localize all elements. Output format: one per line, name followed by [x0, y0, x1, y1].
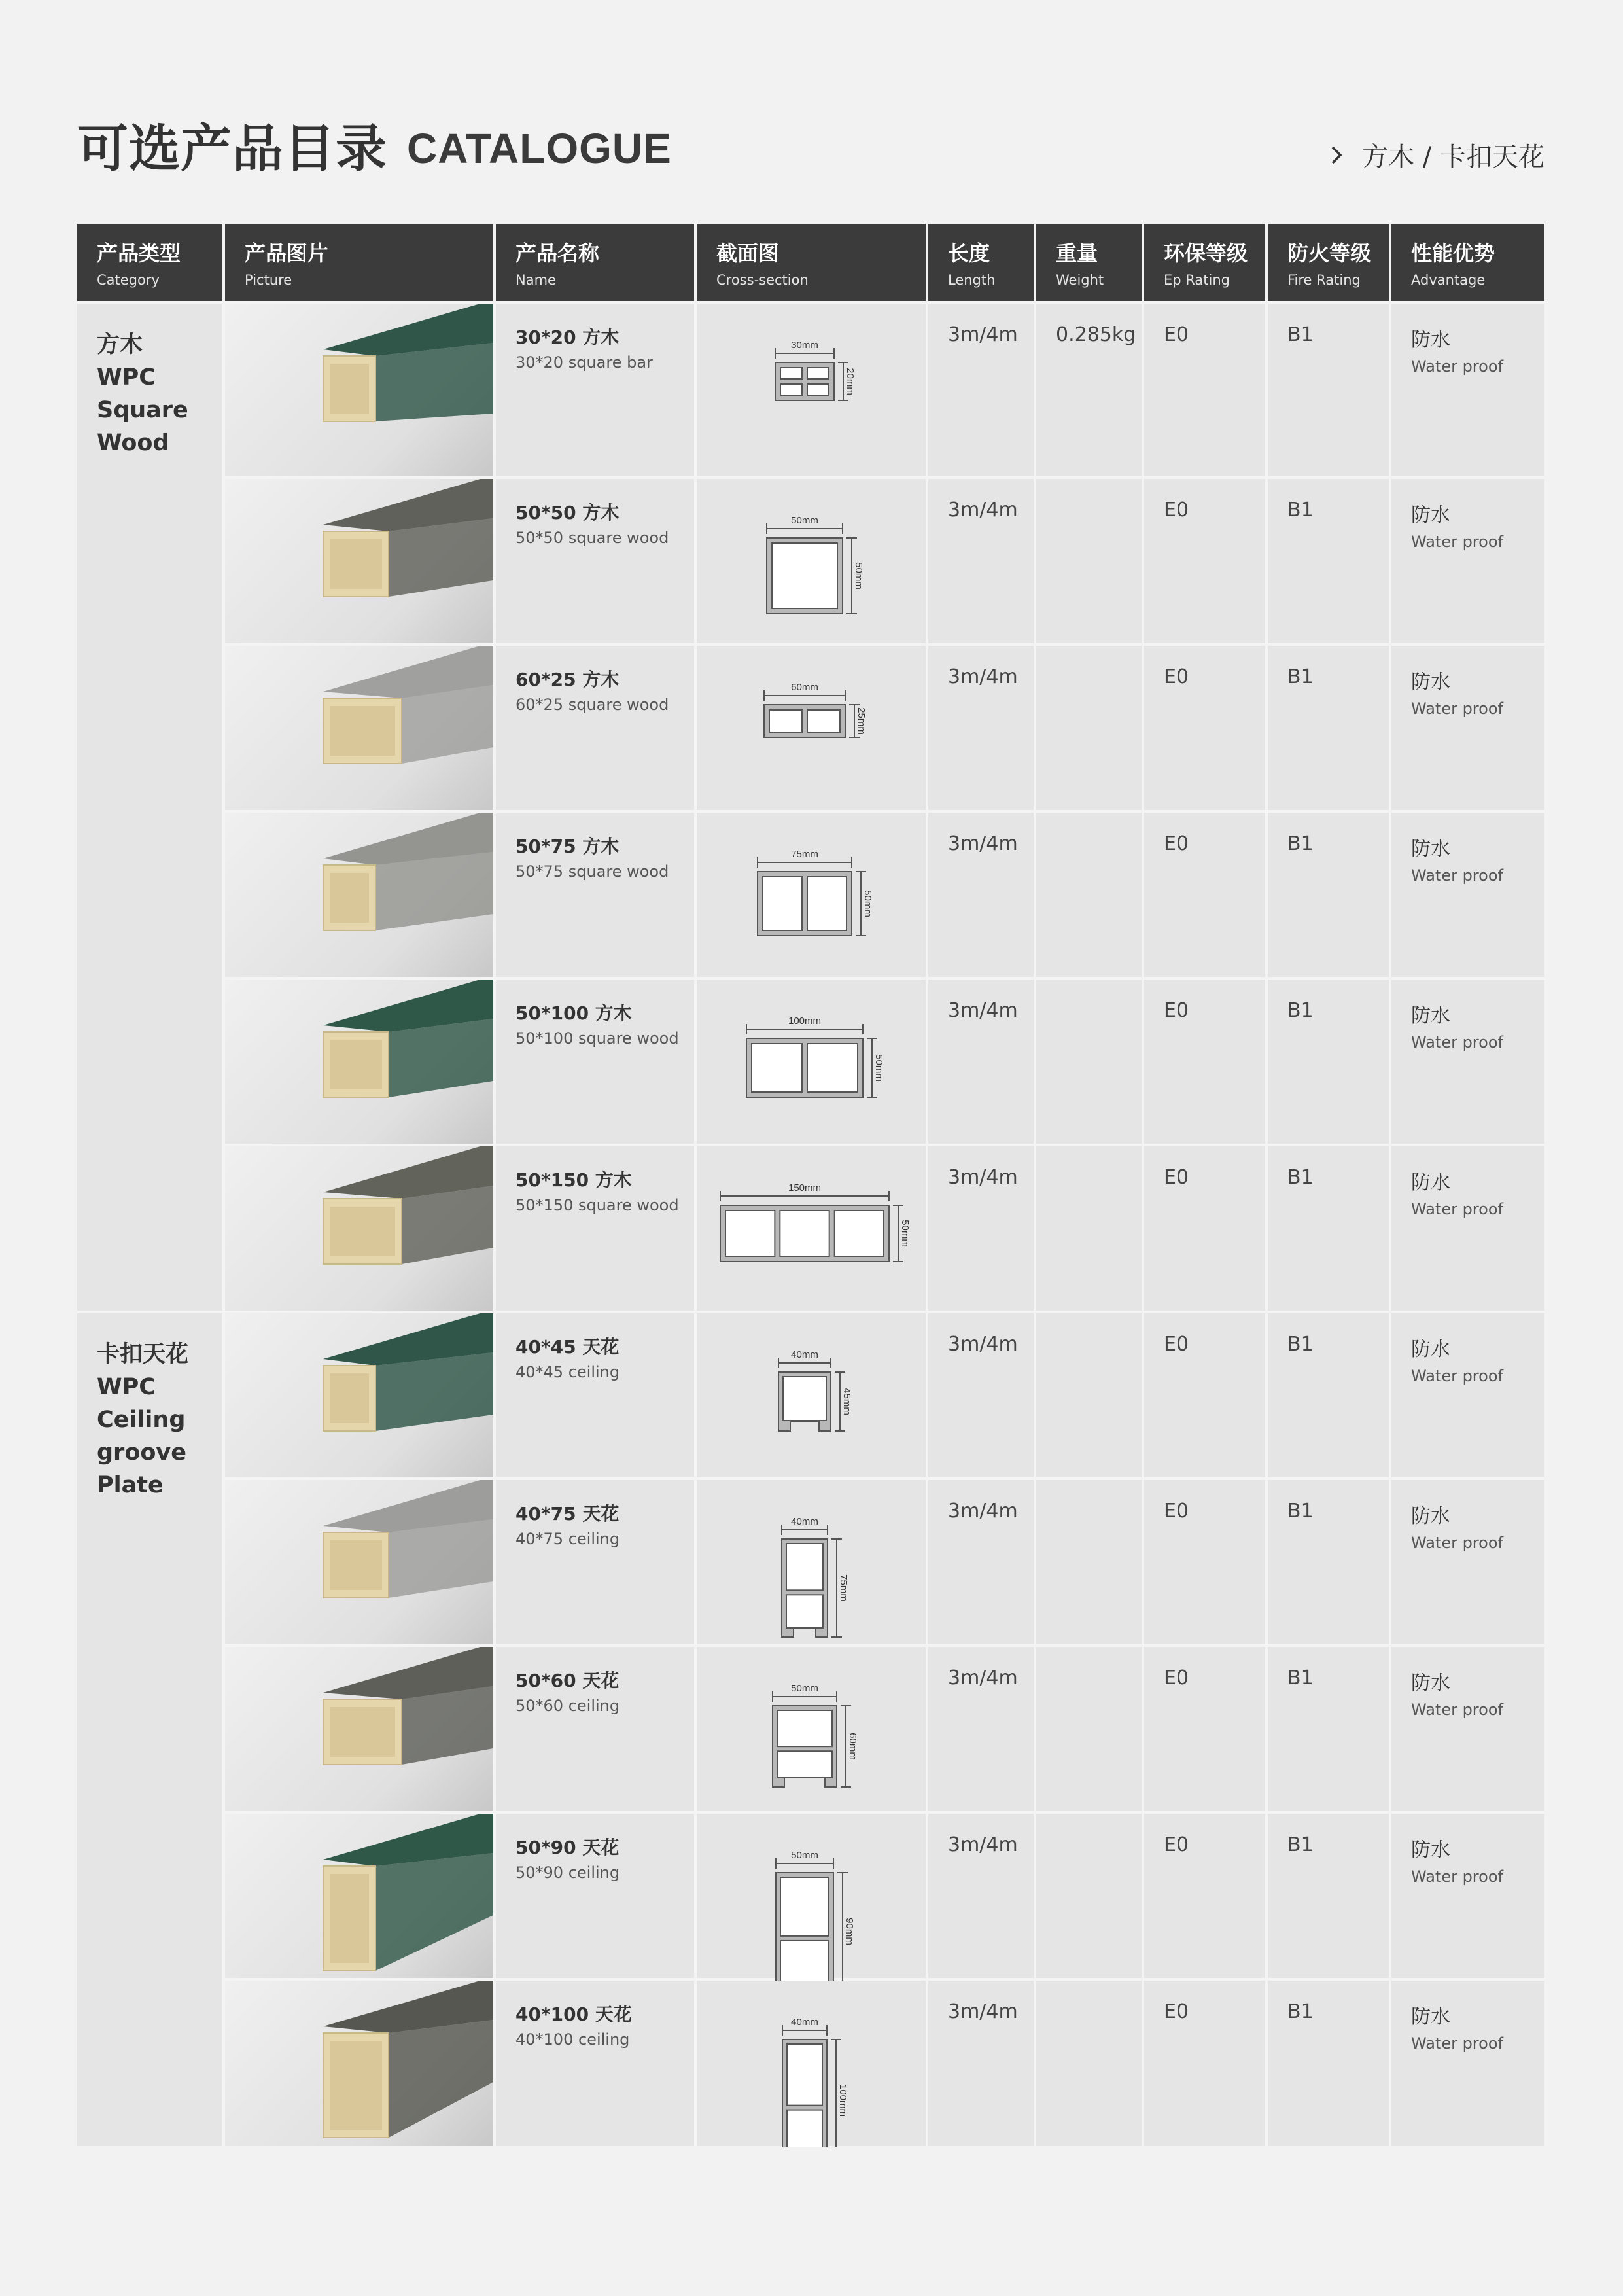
ep-rating-cell: E0 — [1143, 1979, 1266, 2146]
cross-section-cell — [695, 1812, 927, 1979]
product-photo — [323, 1647, 493, 1765]
product-name-en: 60*25 square wood — [515, 696, 669, 714]
length-cell: 3m/4m — [927, 1479, 1035, 1646]
fire-rating-cell: B1 — [1266, 1312, 1390, 1479]
advantage-cell — [1390, 1646, 1544, 1812]
category-en-line: Plate — [97, 1472, 164, 1498]
advantage-cn: 防水 — [1411, 1338, 1450, 1361]
table-row — [77, 811, 1544, 978]
width-dimension-label: 60mm — [791, 682, 818, 693]
height-dimension-label: 90mm — [844, 1918, 855, 1945]
height-dimension-label: 75mm — [838, 1574, 849, 1602]
ep-rating-cell: E0 — [1143, 1812, 1266, 1979]
fire-rating-cell: B1 — [1266, 978, 1390, 1145]
advantage-en: Water proof — [1411, 1200, 1503, 1218]
length-cell: 3m/4m — [927, 645, 1035, 811]
width-dimension-label: 50mm — [791, 1683, 818, 1694]
advantage-cell — [1390, 478, 1544, 645]
category-cell — [77, 302, 224, 1312]
length-cell: 3m/4m — [927, 1979, 1035, 2146]
col-header-weight: 重量 Weight — [1035, 224, 1143, 302]
advantage-cn: 防水 — [1411, 838, 1450, 860]
product-name-cn: 50*150 方木 — [515, 1169, 632, 1191]
product-name-en: 50*75 square wood — [515, 862, 669, 881]
product-image-cell — [224, 1812, 495, 1979]
ep-rating-cell: E0 — [1143, 302, 1266, 478]
cross-section-cell — [695, 1979, 927, 2146]
product-photo — [323, 479, 493, 597]
product-photo — [323, 646, 493, 764]
product-name-en: 40*75 ceiling — [515, 1530, 620, 1548]
cross-section-drawing — [758, 849, 873, 936]
product-image-cell — [224, 302, 495, 478]
weight-cell — [1035, 1646, 1143, 1812]
width-dimension-label: 40mm — [791, 1516, 818, 1527]
product-image-cell — [224, 1979, 495, 2146]
table-row — [77, 1979, 1544, 2146]
table-row — [77, 978, 1544, 1145]
cross-section-cell — [695, 1479, 927, 1646]
product-name-cn: 30*20 方木 — [515, 327, 620, 348]
col-header-length: 长度 Length — [927, 224, 1035, 302]
advantage-cn: 防水 — [1411, 1171, 1450, 1194]
table-row — [77, 1479, 1544, 1646]
col-header-category: 产品类型 Category — [77, 224, 224, 302]
breadcrumb-text: 方木 / 卡扣天花 — [1362, 142, 1544, 172]
cross-section-drawing — [782, 2017, 848, 2147]
advantage-en: Water proof — [1411, 1867, 1503, 1886]
col-header-ep-rating: 环保等级 Ep Rating — [1143, 224, 1266, 302]
length-cell: 3m/4m — [927, 1145, 1035, 1312]
product-name-cn: 40*75 天花 — [515, 1503, 620, 1525]
advantage-cell — [1390, 978, 1544, 1145]
fire-rating-cell: B1 — [1266, 1812, 1390, 1979]
weight-cell — [1035, 978, 1143, 1145]
advantage-en: Water proof — [1411, 1534, 1503, 1552]
product-photo — [323, 813, 493, 930]
product-image-cell — [224, 1646, 495, 1812]
advantage-cn: 防水 — [1411, 504, 1450, 527]
cross-section-drawing — [773, 1683, 858, 1787]
product-name-cn: 50*100 方木 — [515, 1002, 632, 1024]
product-name-cn: 50*60 天花 — [515, 1670, 620, 1691]
fire-rating-cell: B1 — [1266, 478, 1390, 645]
product-name-cell — [495, 811, 695, 978]
col-header-name: 产品名称 Name — [495, 224, 695, 302]
advantage-en: Water proof — [1411, 533, 1503, 551]
product-image-cell — [224, 1145, 495, 1312]
width-dimension-label: 50mm — [791, 515, 818, 526]
product-name-en: 50*100 square wood — [515, 1029, 679, 1048]
ep-rating-cell: E0 — [1143, 811, 1266, 978]
advantage-cell — [1390, 1312, 1544, 1479]
cross-section-cell — [695, 478, 927, 645]
advantage-cn: 防水 — [1411, 2005, 1450, 2028]
weight-cell — [1035, 1979, 1143, 2146]
length-cell: 3m/4m — [927, 978, 1035, 1145]
width-dimension-label: 30mm — [791, 340, 818, 351]
width-dimension-label: 100mm — [788, 1016, 822, 1027]
height-dimension-label: 20mm — [845, 368, 856, 395]
table-row — [77, 1145, 1544, 1312]
advantage-cn: 防水 — [1411, 1505, 1450, 1528]
weight-cell: 0.285kg — [1035, 302, 1143, 478]
ep-rating-cell: E0 — [1143, 645, 1266, 811]
advantage-cell — [1390, 1812, 1544, 1979]
advantage-en: Water proof — [1411, 357, 1503, 376]
advantage-cn: 防水 — [1411, 1839, 1450, 1862]
product-name-cell — [495, 645, 695, 811]
advantage-en: Water proof — [1411, 866, 1503, 885]
fire-rating-cell: B1 — [1266, 645, 1390, 811]
advantage-cn: 防水 — [1411, 1672, 1450, 1695]
width-dimension-label: 150mm — [788, 1182, 822, 1193]
product-name-cell — [495, 302, 695, 478]
cross-section-cell — [695, 1312, 927, 1479]
cross-section-drawing — [767, 515, 864, 614]
cross-section-drawing — [775, 340, 856, 400]
product-name-en: 30*20 square bar — [515, 353, 653, 372]
weight-cell — [1035, 1812, 1143, 1979]
ep-rating-cell: E0 — [1143, 1646, 1266, 1812]
table-row — [77, 478, 1544, 645]
product-image-cell — [224, 811, 495, 978]
weight-cell — [1035, 645, 1143, 811]
fire-rating-cell: B1 — [1266, 302, 1390, 478]
fire-rating-cell: B1 — [1266, 1145, 1390, 1312]
cross-section-cell — [695, 978, 927, 1145]
product-photo — [323, 304, 493, 421]
length-cell: 3m/4m — [927, 1312, 1035, 1479]
category-en-line: WPC — [97, 1374, 156, 1400]
height-dimension-label: 25mm — [856, 707, 867, 735]
category-cn: 方木 — [97, 332, 143, 358]
cross-section-cell — [695, 811, 927, 978]
weight-cell — [1035, 478, 1143, 645]
height-dimension-label: 45mm — [841, 1388, 852, 1415]
catalogue-table — [77, 224, 1544, 2146]
width-dimension-label: 50mm — [791, 1850, 818, 1861]
col-header-fire-rating: 防火等级 Fire Rating — [1266, 224, 1390, 302]
cross-section-drawing — [764, 682, 867, 737]
product-photo — [323, 1480, 493, 1598]
product-image-cell — [224, 978, 495, 1145]
advantage-cn: 防水 — [1411, 328, 1450, 351]
product-name-cell — [495, 1145, 695, 1312]
cross-section-drawing — [720, 1182, 911, 1262]
category-en-line: groove — [97, 1439, 186, 1466]
product-photo — [323, 1313, 493, 1431]
height-dimension-label: 50mm — [899, 1220, 911, 1247]
category-en-line: WPC — [97, 364, 156, 391]
product-name-en: 40*45 ceiling — [515, 1363, 620, 1381]
advantage-en: Water proof — [1411, 1701, 1503, 1719]
product-name-cn: 50*75 方木 — [515, 836, 620, 857]
product-photo — [323, 1814, 493, 1971]
table-row — [77, 302, 1544, 478]
advantage-cell — [1390, 645, 1544, 811]
length-cell: 3m/4m — [927, 478, 1035, 645]
length-cell: 3m/4m — [927, 811, 1035, 978]
advantage-en: Water proof — [1411, 699, 1503, 718]
cross-section-drawing — [782, 1516, 849, 1637]
product-name-en: 50*50 square wood — [515, 529, 669, 547]
product-photo — [323, 1146, 493, 1264]
category-en-line: Wood — [97, 430, 169, 456]
table-row — [77, 645, 1544, 811]
product-name-cn: 40*45 天花 — [515, 1336, 620, 1358]
fire-rating-cell: B1 — [1266, 811, 1390, 978]
product-name-en: 40*100 ceiling — [515, 2030, 630, 2049]
product-photo — [323, 1981, 493, 2138]
weight-cell — [1035, 1312, 1143, 1479]
ep-rating-cell: E0 — [1143, 1479, 1266, 1646]
product-name-cell — [495, 1312, 695, 1479]
fire-rating-cell: B1 — [1266, 1979, 1390, 2146]
product-name-cell — [495, 1646, 695, 1812]
product-name-cn: 60*25 方木 — [515, 669, 620, 690]
product-name-cn: 40*100 天花 — [515, 2004, 632, 2025]
height-dimension-label: 50mm — [853, 562, 864, 590]
category-en-line: Ceiling — [97, 1407, 186, 1433]
ep-rating-cell: E0 — [1143, 1312, 1266, 1479]
col-header-advantage: 性能优势 Advantage — [1390, 224, 1544, 302]
chevron-right-icon — [1331, 145, 1342, 165]
table-row — [77, 1312, 1544, 1479]
table-row — [77, 1646, 1544, 1812]
advantage-en: Water proof — [1411, 1367, 1503, 1385]
category-cn: 卡扣天花 — [97, 1341, 189, 1368]
product-image-cell — [224, 645, 495, 811]
product-photo — [323, 980, 493, 1097]
advantage-cn: 防水 — [1411, 671, 1450, 694]
ep-rating-cell: E0 — [1143, 478, 1266, 645]
fire-rating-cell: B1 — [1266, 1646, 1390, 1812]
ep-rating-cell: E0 — [1143, 1145, 1266, 1312]
advantage-en: Water proof — [1411, 1033, 1503, 1051]
page-title-en: CATALOGUE — [407, 125, 672, 172]
length-cell: 3m/4m — [927, 1646, 1035, 1812]
product-name-cell — [495, 978, 695, 1145]
product-image-cell — [224, 1479, 495, 1646]
height-dimension-label: 50mm — [862, 890, 873, 917]
height-dimension-label: 60mm — [847, 1733, 858, 1760]
product-image-cell — [224, 1312, 495, 1479]
advantage-en: Water proof — [1411, 2034, 1503, 2053]
product-name-en: 50*150 square wood — [515, 1196, 679, 1214]
product-name-cell — [495, 1979, 695, 2146]
cross-section-drawing — [776, 1850, 855, 1981]
product-name-cell — [495, 1812, 695, 1979]
length-cell: 3m/4m — [927, 1812, 1035, 1979]
table-header — [77, 224, 1544, 302]
product-image-cell — [224, 478, 495, 645]
width-dimension-label: 40mm — [791, 2017, 818, 2028]
product-name-cn: 50*90 天花 — [515, 1837, 620, 1858]
cross-section-drawing — [778, 1349, 852, 1431]
advantage-cell — [1390, 811, 1544, 978]
advantage-cell — [1390, 1479, 1544, 1646]
weight-cell — [1035, 1145, 1143, 1312]
product-name-cell — [495, 1479, 695, 1646]
category-cell — [77, 1312, 224, 2146]
ep-rating-cell: E0 — [1143, 978, 1266, 1145]
page-title-cn: 可选产品目录 — [77, 120, 388, 179]
cross-section-cell — [695, 302, 927, 478]
advantage-cell — [1390, 302, 1544, 478]
breadcrumb — [1331, 136, 1544, 173]
width-dimension-label: 40mm — [791, 1349, 818, 1360]
product-name-cell — [495, 478, 695, 645]
weight-cell — [1035, 1479, 1143, 1646]
cross-section-drawing — [746, 1016, 884, 1097]
advantage-cell — [1390, 1979, 1544, 2146]
cross-section-cell — [695, 1646, 927, 1812]
weight-cell — [1035, 811, 1143, 978]
width-dimension-label: 75mm — [791, 849, 818, 860]
product-name-en: 50*60 ceiling — [515, 1697, 620, 1715]
product-name-cn: 50*50 方木 — [515, 502, 620, 523]
category-en-line: Square — [97, 397, 188, 423]
height-dimension-label: 100mm — [837, 2083, 848, 2117]
product-name-en: 50*90 ceiling — [515, 1863, 620, 1882]
advantage-cn: 防水 — [1411, 1004, 1450, 1027]
col-header-cross-section: 截面图 Cross-section — [695, 224, 927, 302]
advantage-cell — [1390, 1145, 1544, 1312]
length-cell: 3m/4m — [927, 302, 1035, 478]
cross-section-cell — [695, 645, 927, 811]
table-row — [77, 1812, 1544, 1979]
col-header-picture: 产品图片 Picture — [224, 224, 495, 302]
fire-rating-cell: B1 — [1266, 1479, 1390, 1646]
cross-section-cell — [695, 1145, 927, 1312]
height-dimension-label: 50mm — [873, 1054, 884, 1082]
